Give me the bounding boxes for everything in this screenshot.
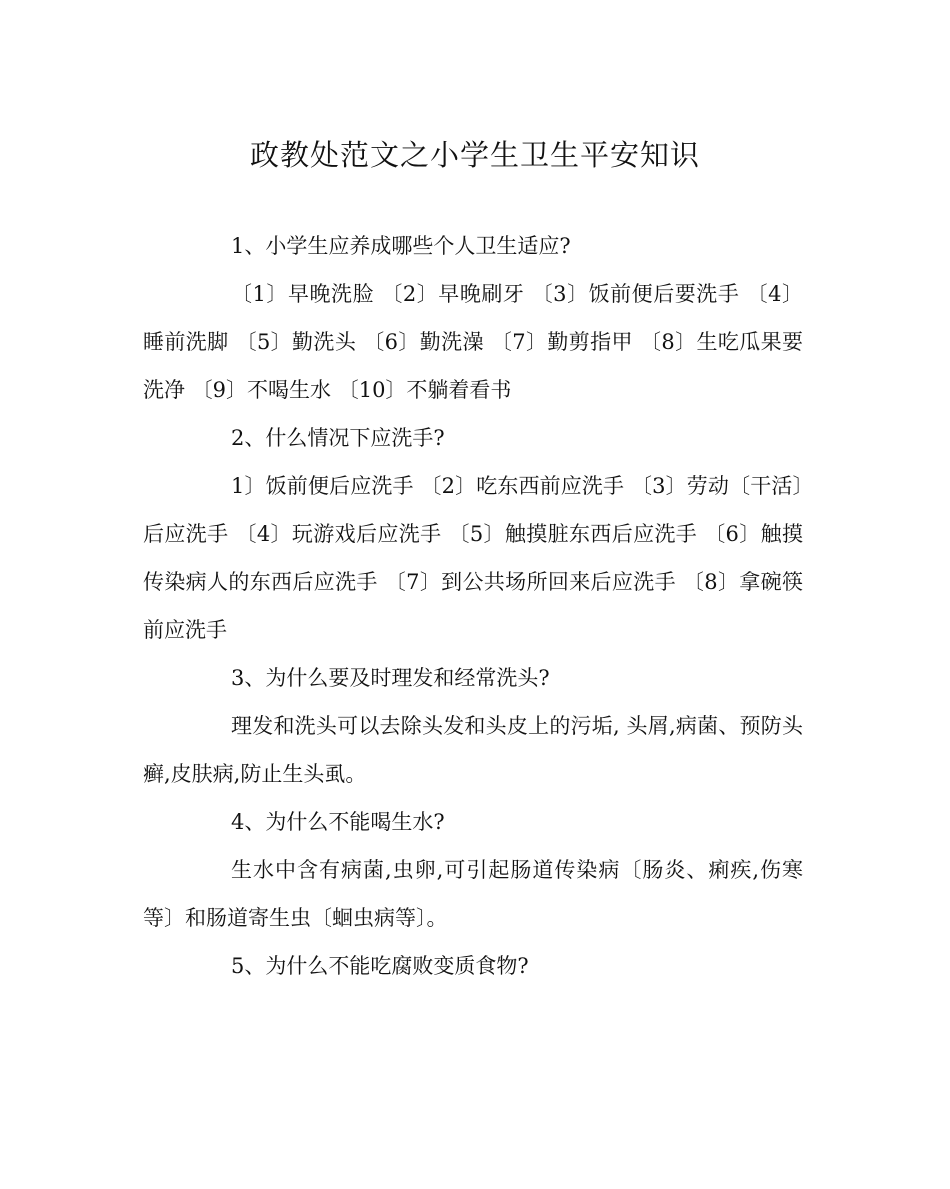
- answer-4: 生水中含有病菌,虫卵,可引起肠道传染病〔肠炎、痢疾,伤寒等〕和肠道寄生虫〔蛔虫病等〕。: [143, 858, 803, 930]
- answer-1: 〔1〕早晚洗脸 〔2〕早晚刷牙 〔3〕饭前便后要洗手 〔4〕睡前洗脚 〔5〕勤洗头 〔6〕勤洗澡 〔7〕勤剪指甲 〔8〕生吃瓜果要洗净 〔9〕不喝生水 〔10〕不躺着看书: [143, 282, 803, 402]
- question-3: 3、为什么要及时理发和经常洗头?: [231, 666, 550, 690]
- question-1: 1、小学生应养成哪些个人卫生适应?: [231, 234, 571, 258]
- question-4: 4、为什么不能喝生水?: [231, 810, 445, 834]
- document-body: [143, 222, 803, 990]
- answer-3: 理发和洗头可以去除头发和头皮上的污垢, 头屑,病菌、预防头癣,皮肤病,防止生头虱。: [143, 714, 803, 786]
- answer-2: 1〕饭前便后应洗手 〔2〕吃东西前应洗手 〔3〕劳动〔干活〕后应洗手 〔4〕玩游戏后应洗手 〔5〕触摸脏东西后应洗手 〔6〕触摸传染病人的东西后应洗手 〔7〕到公共场所回来后应洗手 〔8〕拿碗筷前应洗手: [143, 474, 803, 642]
- question-5: 5、为什么不能吃腐败变质食物?: [231, 954, 529, 978]
- document-title: 政教处范文之小学生卫生平安知识: [249, 138, 700, 172]
- question-2: 2、什么情况下应洗手?: [231, 426, 445, 450]
